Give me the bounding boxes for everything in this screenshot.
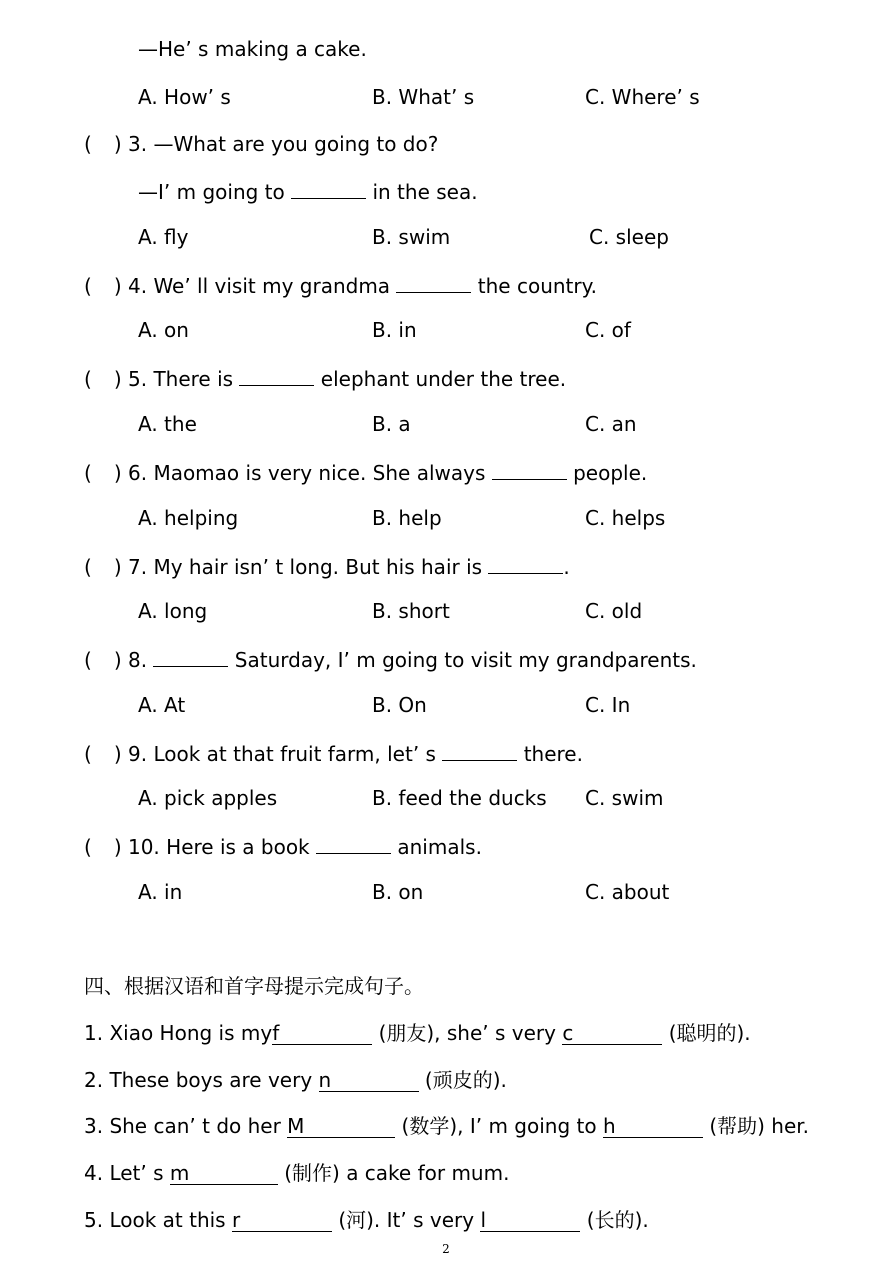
sentence-text: 5. Look at this xyxy=(84,1208,226,1232)
option-b: B. a xyxy=(372,412,411,436)
question-8 xyxy=(84,646,697,672)
initial-letter: f xyxy=(272,1021,280,1045)
answer-blank[interactable] xyxy=(442,740,517,761)
option-a: A. At xyxy=(138,693,186,717)
sentence-3 xyxy=(84,1114,809,1138)
option-c: C. helps xyxy=(585,506,666,530)
question-text: people. xyxy=(573,461,648,485)
option-c: C. In xyxy=(585,693,631,717)
sentence-text: (数学), I’ m going to xyxy=(401,1114,597,1138)
question-number: 5. xyxy=(127,367,148,391)
option-c: C. swim xyxy=(585,786,664,810)
question-text: —What are you going to do? xyxy=(153,132,439,156)
sentence-5 xyxy=(84,1208,649,1232)
answer-blank[interactable] xyxy=(316,833,391,854)
fill-blank[interactable] xyxy=(232,1209,332,1232)
answer-paren-close: ) xyxy=(113,274,122,298)
initial-letter: m xyxy=(169,1161,190,1185)
question-number: 3. xyxy=(127,132,148,156)
fill-blank[interactable] xyxy=(603,1115,703,1138)
sentence-text: (长的). xyxy=(586,1208,649,1232)
question-6 xyxy=(84,459,647,485)
question-text: in the sea. xyxy=(372,180,478,204)
answer-paren-close: ) xyxy=(113,742,122,766)
question-text: —I’ m going to xyxy=(138,180,285,204)
question-number: 9. xyxy=(127,742,148,766)
question-text: Here is a book xyxy=(166,835,310,859)
option-b: B. What’ s xyxy=(372,85,475,109)
fill-blank[interactable] xyxy=(480,1209,580,1232)
answer-blank[interactable] xyxy=(488,553,563,574)
initial-letter: l xyxy=(480,1208,486,1232)
sentence-text: 4. Let’ s xyxy=(84,1161,164,1185)
question-10 xyxy=(84,833,482,859)
option-c: C. an xyxy=(585,412,637,436)
sentence-text: 3. She can’ t do her xyxy=(84,1114,281,1138)
question-text: Maomao is very nice. She always xyxy=(153,461,486,485)
sentence-text: (制作) a cake for mum. xyxy=(284,1161,510,1185)
option-c: C. of xyxy=(585,318,631,342)
question-text: the country. xyxy=(477,274,597,298)
answer-paren-open: ( xyxy=(84,274,92,298)
option-a: A. long xyxy=(138,599,208,623)
option-a: A. the xyxy=(138,412,197,436)
option-c: C. old xyxy=(585,599,643,623)
initial-letter: c xyxy=(562,1021,574,1045)
sentence-text: 1. Xiao Hong is my xyxy=(84,1021,273,1045)
answer-blank[interactable] xyxy=(492,459,567,480)
answer-paren-open: ( xyxy=(84,742,92,766)
answer-paren-close: ) xyxy=(113,835,122,859)
answer-line: —He’ s making a cake. xyxy=(138,37,367,61)
question-text: Saturday, I’ m going to visit my grandparents. xyxy=(234,648,697,672)
question-text: There is xyxy=(153,367,234,391)
question-9 xyxy=(84,740,583,766)
option-b: B. swim xyxy=(372,225,451,249)
answer-paren-open: ( xyxy=(84,132,92,156)
question-number: 6. xyxy=(127,461,148,485)
answer-paren-close: ) xyxy=(113,648,122,672)
answer-paren-open: ( xyxy=(84,835,92,859)
question-number: 10. xyxy=(127,835,160,859)
question-4 xyxy=(84,272,597,298)
sentence-4 xyxy=(84,1161,509,1185)
option-b: B. in xyxy=(372,318,417,342)
sentence-text: 2. These boys are very xyxy=(84,1068,313,1092)
sentence-text: (顽皮的). xyxy=(424,1068,507,1092)
fill-blank[interactable] xyxy=(287,1115,395,1138)
page-number: 2 xyxy=(442,1242,450,1256)
question-number: 8. xyxy=(127,648,148,672)
question-text: elephant under the tree. xyxy=(320,367,567,391)
question-text: . xyxy=(563,555,570,579)
option-a: A. helping xyxy=(138,506,239,530)
fill-blank[interactable] xyxy=(562,1022,662,1045)
answer-blank[interactable] xyxy=(239,365,314,386)
question-text: Look at that fruit farm, let’ s xyxy=(153,742,436,766)
initial-letter: r xyxy=(231,1208,241,1232)
answer-paren-close: ) xyxy=(113,367,122,391)
option-b: B. on xyxy=(372,880,424,904)
fill-blank[interactable] xyxy=(170,1162,278,1185)
option-c: C. Where’ s xyxy=(585,85,700,109)
answer-blank[interactable] xyxy=(396,272,471,293)
question-7 xyxy=(84,553,570,579)
answer-paren-open: ( xyxy=(84,555,92,579)
sentence-text: (朋友), she’ s very xyxy=(378,1021,556,1045)
question-text: there. xyxy=(523,742,583,766)
sentence-1 xyxy=(84,1021,751,1045)
answer-paren-close: ) xyxy=(113,461,122,485)
fill-blank[interactable] xyxy=(319,1069,419,1092)
answer-paren-open: ( xyxy=(84,461,92,485)
fill-blank[interactable] xyxy=(272,1022,372,1045)
question-3 xyxy=(84,132,438,156)
option-c: C. about xyxy=(585,880,670,904)
answer-paren-close: ) xyxy=(113,132,122,156)
sentence-text: (河). It’ s very xyxy=(338,1208,475,1232)
option-b: B. help xyxy=(372,506,442,530)
answer-blank[interactable] xyxy=(153,646,228,667)
answer-paren-open: ( xyxy=(84,648,92,672)
question-number: 4. xyxy=(127,274,148,298)
option-b: B. feed the ducks xyxy=(372,786,547,810)
sentence-text: (聪明的). xyxy=(668,1021,751,1045)
sentence-text: (帮助) her. xyxy=(709,1114,810,1138)
answer-blank[interactable] xyxy=(291,178,366,199)
option-a: A. How’ s xyxy=(138,85,231,109)
initial-letter: M xyxy=(287,1114,305,1138)
option-a: A. fly xyxy=(138,225,189,249)
sentence-2 xyxy=(84,1068,507,1092)
question-number: 7. xyxy=(127,555,148,579)
question-text: We’ ll visit my grandma xyxy=(153,274,391,298)
option-a: A. on xyxy=(138,318,189,342)
answer-line xyxy=(138,178,478,204)
option-a: A. in xyxy=(138,880,183,904)
option-b: B. On xyxy=(372,693,427,717)
option-a: A. pick apples xyxy=(138,786,278,810)
question-5 xyxy=(84,365,566,391)
section-heading: 四、根据汉语和首字母提示完成句子。 xyxy=(84,974,424,998)
option-c: C. sleep xyxy=(589,225,669,249)
initial-letter: n xyxy=(318,1068,332,1092)
initial-letter: h xyxy=(602,1114,616,1138)
option-b: B. short xyxy=(372,599,450,623)
question-text: animals. xyxy=(397,835,482,859)
answer-paren-open: ( xyxy=(84,367,92,391)
answer-paren-close: ) xyxy=(113,555,122,579)
question-text: My hair isn’ t long. But his hair is xyxy=(153,555,483,579)
